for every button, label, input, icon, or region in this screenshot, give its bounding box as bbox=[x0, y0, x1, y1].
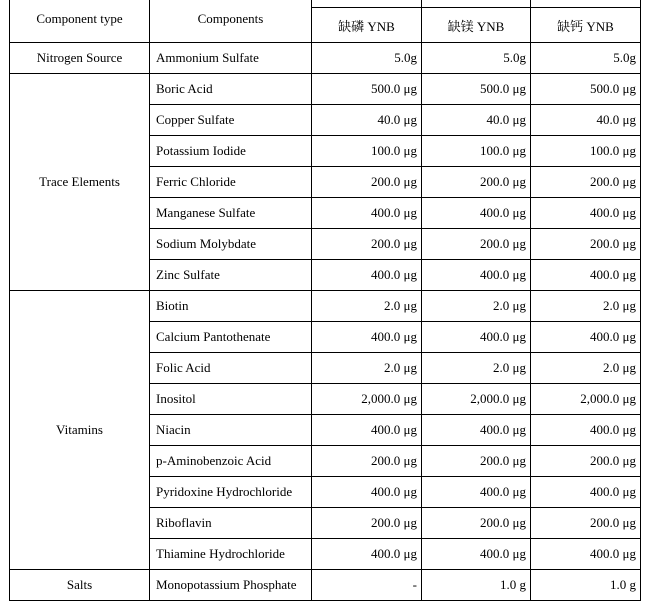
amount-cell: 100.0 μg bbox=[312, 136, 422, 167]
amount-cell: 2.0 μg bbox=[531, 291, 641, 322]
amount-cell: 400.0 μg bbox=[422, 415, 531, 446]
component-name-cell: Sodium Molybdate bbox=[150, 229, 312, 260]
component-name-cell: Ammonium Sulfate bbox=[150, 43, 312, 74]
media-composition-table bbox=[9, 0, 641, 601]
amount-cell: 1.0 g bbox=[531, 570, 641, 601]
component-name-cell: Riboflavin bbox=[150, 508, 312, 539]
amount-cell: 200.0 μg bbox=[422, 508, 531, 539]
amount-cell: 200.0 μg bbox=[312, 229, 422, 260]
amount-cell: 200.0 μg bbox=[422, 229, 531, 260]
amount-cell: 5.0g bbox=[531, 43, 641, 74]
table-row bbox=[10, 43, 641, 74]
component-name-cell: Biotin bbox=[150, 291, 312, 322]
header-top-cut-3 bbox=[531, 0, 641, 8]
amount-cell: 40.0 μg bbox=[531, 105, 641, 136]
component-name-cell: Pyridoxine Hydrochloride bbox=[150, 477, 312, 508]
amount-cell: 200.0 μg bbox=[312, 167, 422, 198]
amount-cell: 400.0 μg bbox=[531, 539, 641, 570]
amount-cell: 2,000.0 μg bbox=[531, 384, 641, 415]
amount-cell: 200.0 μg bbox=[312, 446, 422, 477]
amount-cell: 40.0 μg bbox=[422, 105, 531, 136]
header-mg-deficient: 缺镁 YNB bbox=[422, 8, 531, 43]
component-name-cell: Calcium Pantothenate bbox=[150, 322, 312, 353]
header-top-cut-1 bbox=[312, 0, 422, 8]
amount-cell: 2,000.0 μg bbox=[422, 384, 531, 415]
amount-cell: 400.0 μg bbox=[531, 198, 641, 229]
amount-cell: 200.0 μg bbox=[422, 167, 531, 198]
amount-cell: 200.0 μg bbox=[531, 446, 641, 477]
component-name-cell: Zinc Sulfate bbox=[150, 260, 312, 291]
amount-cell: 400.0 μg bbox=[422, 477, 531, 508]
header-component-type: Component type bbox=[10, 0, 150, 43]
component-name-cell: Monopotassium Phosphate bbox=[150, 570, 312, 601]
table-row bbox=[10, 74, 641, 105]
component-name-cell: Manganese Sulfate bbox=[150, 198, 312, 229]
amount-cell: 400.0 μg bbox=[531, 322, 641, 353]
component-name-cell: p-Aminobenzoic Acid bbox=[150, 446, 312, 477]
component-name-cell: Potassium Iodide bbox=[150, 136, 312, 167]
amount-cell: 400.0 μg bbox=[531, 260, 641, 291]
amount-cell: 400.0 μg bbox=[422, 260, 531, 291]
amount-cell: 400.0 μg bbox=[422, 322, 531, 353]
table-row bbox=[10, 570, 641, 601]
header-ca-deficient: 缺钙 YNB bbox=[531, 8, 641, 43]
amount-cell: 2.0 μg bbox=[422, 291, 531, 322]
amount-cell: 200.0 μg bbox=[531, 167, 641, 198]
amount-cell: 400.0 μg bbox=[422, 539, 531, 570]
component-name-cell: Ferric Chloride bbox=[150, 167, 312, 198]
amount-cell: 400.0 μg bbox=[312, 539, 422, 570]
amount-cell: 2.0 μg bbox=[312, 291, 422, 322]
amount-cell: 100.0 μg bbox=[531, 136, 641, 167]
component-type-cell: Vitamins bbox=[10, 291, 150, 570]
amount-cell: 100.0 μg bbox=[422, 136, 531, 167]
amount-cell: 2.0 μg bbox=[312, 353, 422, 384]
component-type-cell: Salts bbox=[10, 570, 150, 601]
amount-cell: 1.0 g bbox=[422, 570, 531, 601]
amount-cell: 40.0 μg bbox=[312, 105, 422, 136]
header-components: Components bbox=[150, 0, 312, 43]
component-name-cell: Thiamine Hydrochloride bbox=[150, 539, 312, 570]
component-name-cell: Copper Sulfate bbox=[150, 105, 312, 136]
component-name-cell: Inositol bbox=[150, 384, 312, 415]
amount-cell: 200.0 μg bbox=[531, 229, 641, 260]
amount-cell: 400.0 μg bbox=[531, 415, 641, 446]
amount-cell: 400.0 μg bbox=[312, 415, 422, 446]
amount-cell: 500.0 μg bbox=[312, 74, 422, 105]
amount-cell: 200.0 μg bbox=[422, 446, 531, 477]
amount-cell: 5.0g bbox=[422, 43, 531, 74]
amount-cell: 5.0g bbox=[312, 43, 422, 74]
component-name-cell: Boric Acid bbox=[150, 74, 312, 105]
component-type-cell: Nitrogen Source bbox=[10, 43, 150, 74]
component-name-cell: Niacin bbox=[150, 415, 312, 446]
amount-cell: - bbox=[312, 570, 422, 601]
amount-cell: 200.0 μg bbox=[312, 508, 422, 539]
component-type-cell: Trace Elements bbox=[10, 74, 150, 291]
amount-cell: 200.0 μg bbox=[531, 508, 641, 539]
amount-cell: 400.0 μg bbox=[312, 198, 422, 229]
amount-cell: 400.0 μg bbox=[312, 477, 422, 508]
amount-cell: 2,000.0 μg bbox=[312, 384, 422, 415]
header-top-cut-2 bbox=[422, 0, 531, 8]
table-body bbox=[10, 43, 641, 601]
amount-cell: 2.0 μg bbox=[422, 353, 531, 384]
amount-cell: 2.0 μg bbox=[531, 353, 641, 384]
amount-cell: 400.0 μg bbox=[422, 198, 531, 229]
amount-cell: 500.0 μg bbox=[422, 74, 531, 105]
header-p-deficient: 缺磷 YNB bbox=[312, 8, 422, 43]
amount-cell: 400.0 μg bbox=[531, 477, 641, 508]
amount-cell: 400.0 μg bbox=[312, 322, 422, 353]
component-name-cell: Folic Acid bbox=[150, 353, 312, 384]
table-row bbox=[10, 291, 641, 322]
amount-cell: 400.0 μg bbox=[312, 260, 422, 291]
amount-cell: 500.0 μg bbox=[531, 74, 641, 105]
